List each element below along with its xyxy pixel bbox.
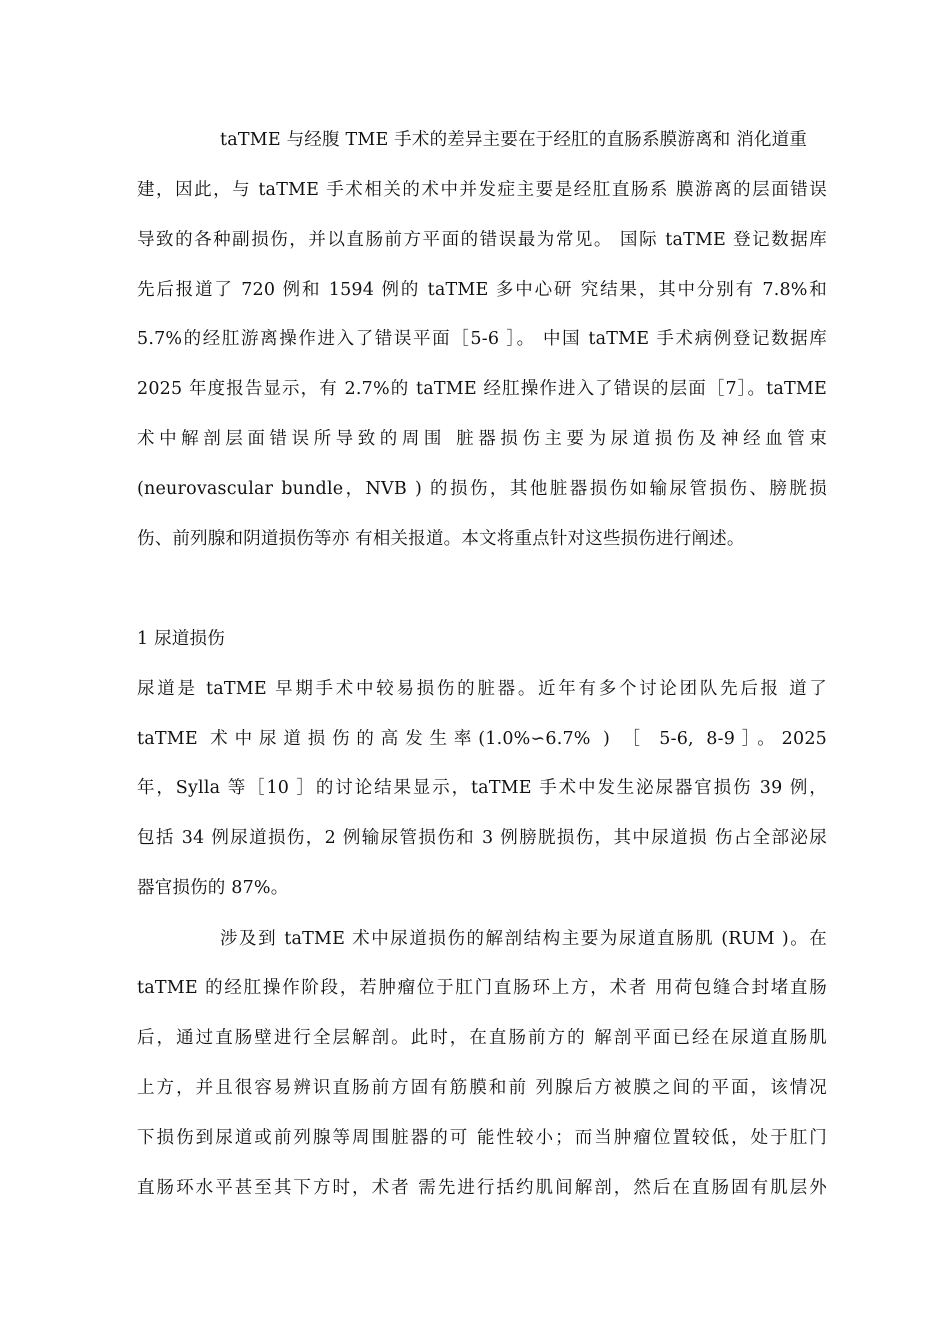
paragraph-1-line-4: 先后报道了 720 例和 1594 例的 taTME 多中心研 究结果，其中分别有 7.8%和 — [137, 280, 827, 300]
paragraph-1-line-9: 伤、前列腺和阴道损伤等亦 有相关报道。本文将重点针对这些损伤进行阐述。 — [137, 529, 745, 549]
paragraph-1-line-6: 2025 年度报告显示，有 2.7%的 taTME 经肛操作进入了错误的层面［7］。taTME — [137, 379, 827, 399]
paragraph-1-line-3: 导致的各种副损伤，并以直肠前方平面的错误最为常见。 国际 taTME 登记数据库 — [137, 230, 827, 250]
paragraph-3-line-1: 涉及到 taTME 术中尿道损伤的解剖结构主要为尿道直肠肌 (RUM )。在 — [220, 929, 827, 949]
paragraph-1-line-1: taTME 与经腹 TME 手术的差异主要在于经肛的直肠系膜游离和 消化道重 — [220, 130, 808, 150]
paragraph-1-line-8: (neurovascular bundle，NVB ) 的损伤，其他脏器损伤如输尿管损伤、膀胱损 — [137, 479, 827, 499]
paragraph-2-line-1: 尿道是 taTME 早期手术中较易损伤的脏器。近年有多个讨论团队先后报 道了 — [137, 679, 827, 699]
paragraph-2-line-4: 包括 34 例尿道损伤，2 例输尿管损伤和 3 例膀胱损伤，其中尿道损 伤占全部泌尿 — [137, 828, 827, 848]
paragraph-2-line-5: 器官损伤的 87%。 — [137, 878, 289, 898]
paragraph-1-line-2: 建，因此，与 taTME 手术相关的术中并发症主要是经肛直肠系 膜游离的层面错误 — [137, 180, 827, 200]
paragraph-1-line-5: 5.7%的经肛游离操作进入了错误平面［5-6 ］。 中国 taTME 手术病例登记数据库 — [137, 329, 827, 349]
paragraph-3-line-6: 直肠环水平甚至其下方时，术者 需先进行括约肌间解剖，然后在直肠固有肌层外 — [137, 1178, 827, 1198]
paragraph-1-line-7: 术中解剖层面错误所导致的周围 脏器损伤主要为尿道损伤及神经血管束 — [137, 429, 827, 449]
paragraph-2-line-3: 年，Sylla 等［10 ］的讨论结果显示，taTME 手术中发生泌尿器官损伤 39 例， — [137, 778, 827, 798]
paragraph-3-line-3: 后，通过直肠壁进行全层解剖。此时，在直肠前方的 解剖平面已经在尿道直肠肌 — [137, 1028, 827, 1048]
section-heading: 1 尿道损伤 — [137, 629, 225, 649]
paragraph-3-line-4: 上方，并且很容易辨识直肠前方固有筋膜和前 列腺后方被膜之间的平面，该情况 — [137, 1078, 827, 1098]
paragraph-2-line-2: taTME 术中尿道损伤的高发生率(1.0%∽6.7% ) ［ 5-6, 8-9］。2025 — [137, 729, 827, 749]
paragraph-3-line-2: taTME 的经肛操作阶段，若肿瘤位于肛门直肠环上方，术者 用荷包缝合封堵直肠 — [137, 978, 827, 998]
paragraph-3-line-5: 下损伤到尿道或前列腺等周围脏器的可 能性较小；而当肿瘤位置较低，处于肛门 — [137, 1128, 827, 1148]
